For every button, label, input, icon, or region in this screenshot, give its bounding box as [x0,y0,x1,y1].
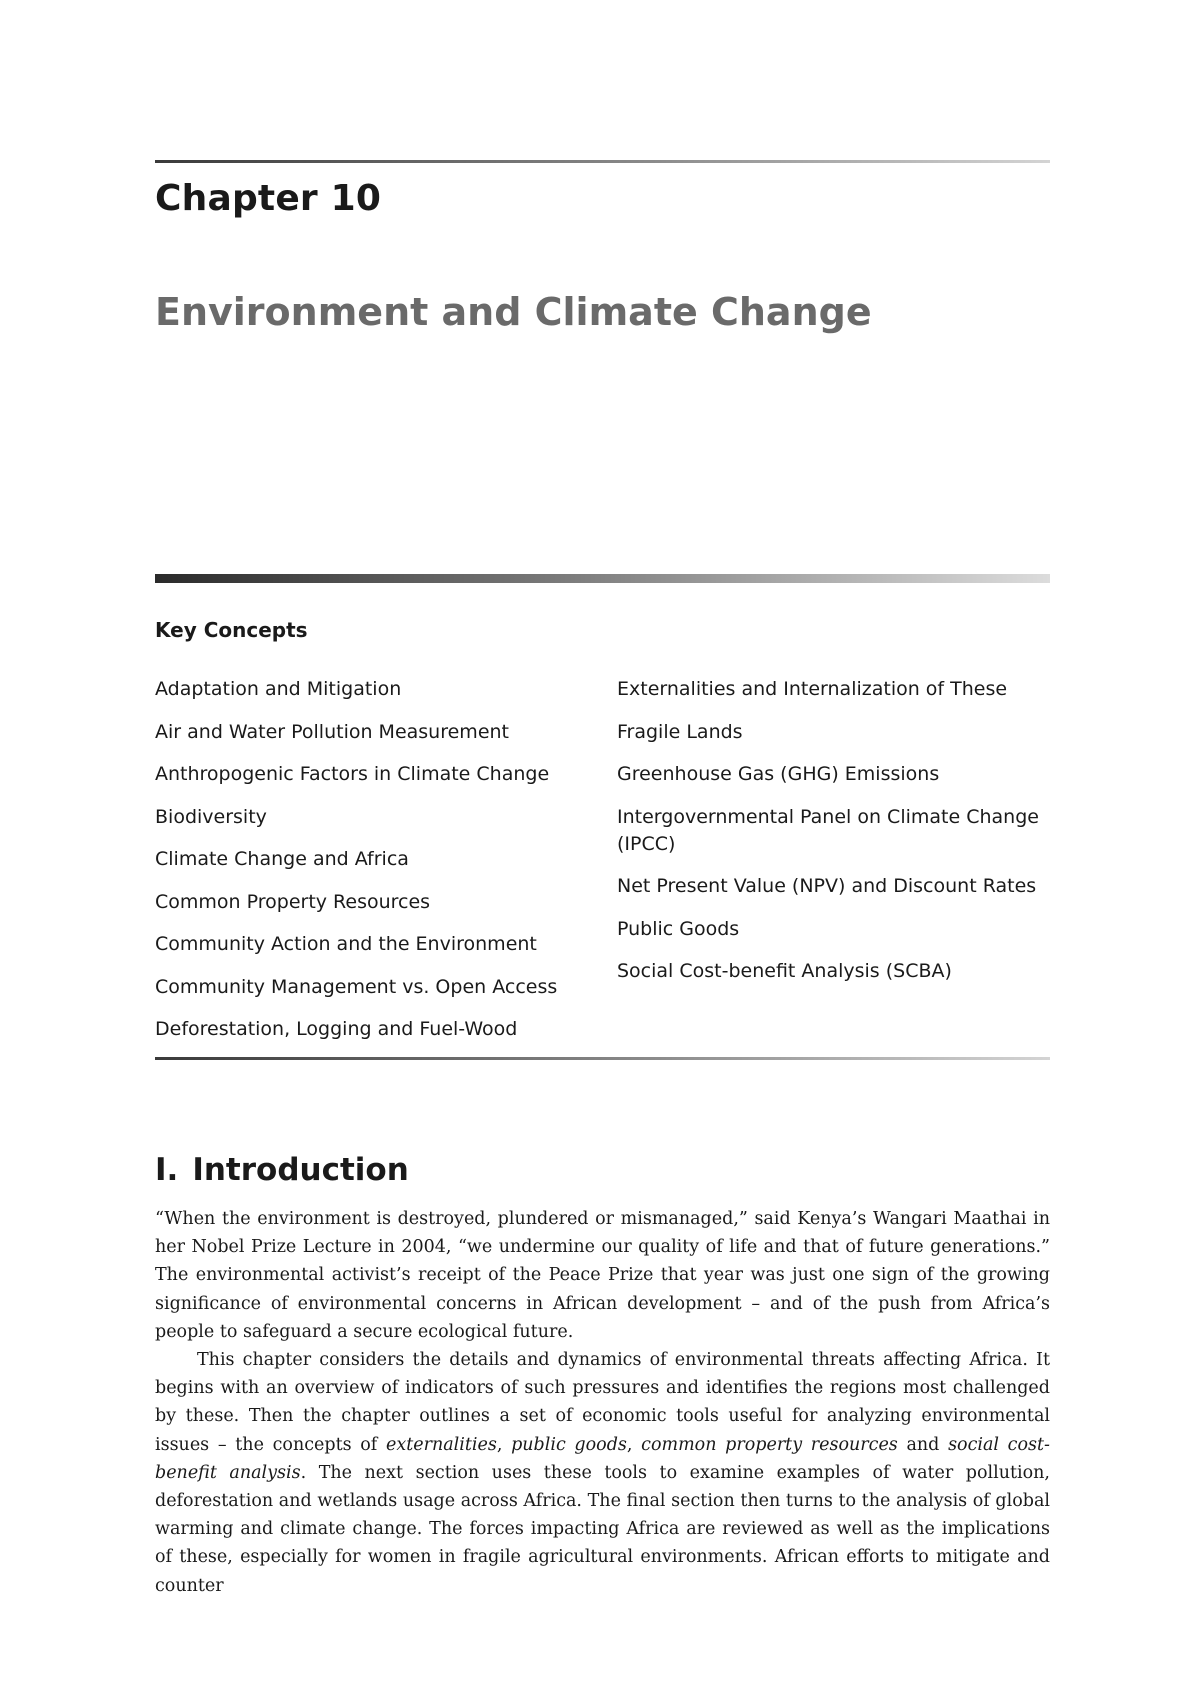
emphasized-term: externalities [385,1434,497,1455]
emphasized-term: public goods [511,1434,627,1455]
paragraph [155,1346,1050,1600]
section-number: I. [155,1152,179,1188]
top-divider [155,160,1050,163]
emphasized-term: social cost-benefit analysis [155,1434,1050,1483]
text-run: and [897,1434,949,1455]
key-concepts-divider [155,574,1050,583]
key-concept-item: Community Action and the Environment [155,933,537,955]
key-concepts-heading: Key Concepts [155,618,308,642]
section-title: Introduction [192,1152,409,1188]
key-concept-item: Greenhouse Gas (GHG) Emissions [617,763,940,785]
bottom-divider [155,1057,1050,1060]
emphasized-term: common property resources [641,1434,898,1455]
key-concepts-right-column [617,676,1057,1001]
key-concept-item: Deforestation, Logging and Fuel-Wood [155,1018,518,1040]
key-concept-item: Fragile Lands [617,720,743,743]
key-concept-item: Adaptation and Mitigation [155,678,402,700]
text-run: This chapter considers the details and dynamics of environmental threats affecting Africa. It begins with an overview of indicators of such pressures and identifies the regions most challenged by these. Then the chapter outlines a set of economic tools useful for analyzing environmental issues – the concepts of [155,1350,1050,1455]
paragraph: “When the environment is destroyed, plundered or mismanaged,” said Kenya’s Wangari Maathai in her Nobel Prize Lecture in 2004, “we undermine our quality of life and that of future generations.” The environmental activist’s receipt of the Peace Prize that year was just one sign of the growing significance of environmental concerns in African development – and of the push from Africa’s people to safeguard a secure ecological future. [155,1209,1050,1342]
key-concept-item: Common Property Resources [155,890,431,913]
chapter-label: Chapter 10 [155,178,382,219]
key-concept-item: Social Cost-benefit Analysis (SCBA) [617,960,952,982]
chapter-title: Environment and Climate Change [155,290,872,334]
key-concept-item: Net Present Value (NPV) and Discount Rates [617,875,1037,897]
key-concept-item: Climate Change and Africa [155,848,409,870]
section-heading [155,1152,409,1188]
text-run: , [496,1434,512,1455]
text-run: . The next section uses these tools to examine examples of water pollution, deforestation and wetlands usage across Africa. The final section then turns to the analysis of global warming and climate change. The forces impacting Africa are reviewed as well as the implications of these, especially for women in fragile agricultural environments. African efforts to mitigate and counter [155,1462,1050,1596]
key-concept-item: Intergovernmental Panel on Climate Change (IPCC) [617,805,1039,855]
key-concepts-left-column [155,676,595,1059]
text-run: , [626,1434,642,1455]
key-concept-item: Community Management vs. Open Access [155,975,558,998]
key-concept-item: Biodiversity [155,805,267,828]
key-concept-item: Externalities and Internalization of These [617,678,1008,700]
key-concept-item: Anthropogenic Factors in Climate Change [155,763,550,785]
key-concept-item: Public Goods [617,917,740,940]
body-text [155,1205,1050,1600]
key-concept-item: Air and Water Pollution Measurement [155,720,509,743]
